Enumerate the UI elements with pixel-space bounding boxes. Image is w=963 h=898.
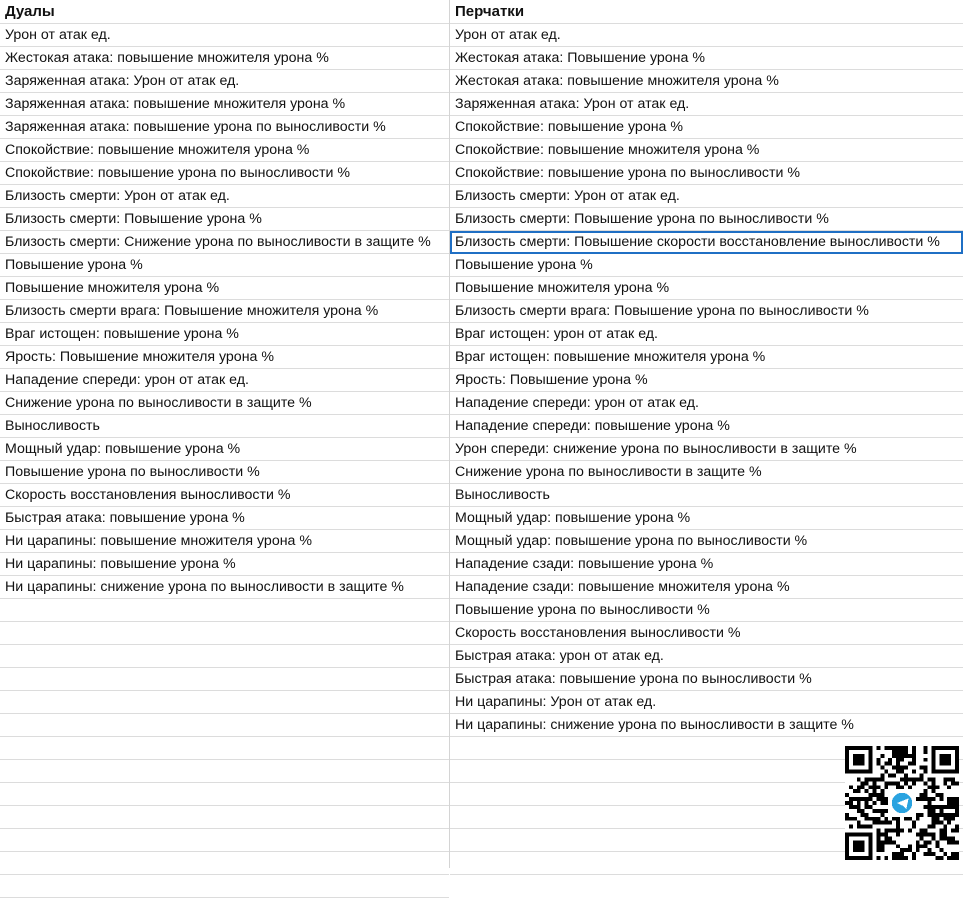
table-cell[interactable]: Жестокая атака: Повышение урона %: [450, 47, 963, 70]
table-cell[interactable]: Быстрая атака: повышение урона %: [0, 507, 449, 530]
table-cell[interactable]: Близость смерти: Снижение урона по выносливости в защите %: [0, 231, 449, 254]
table-cell[interactable]: [0, 622, 449, 645]
table-cell[interactable]: Ни царапины: снижение урона по выносливости в защите %: [450, 714, 963, 737]
table-cell[interactable]: Ни царапины: снижение урона по выносливости в защите %: [0, 576, 449, 599]
table-cell[interactable]: Нападение спереди: повышение урона %: [450, 415, 963, 438]
table-cell[interactable]: Спокойствие: повышение урона %: [450, 116, 963, 139]
table-cell[interactable]: [0, 852, 449, 875]
table-cell[interactable]: Заряженная атака: Урон от атак ед.: [0, 70, 449, 93]
column-duals: [0, 0, 450, 868]
table-cell[interactable]: Враг истощен: повышение урона %: [0, 323, 449, 346]
table-cell[interactable]: Выносливость: [0, 415, 449, 438]
table-cell[interactable]: Нападение сзади: повышение множителя урона %: [450, 576, 963, 599]
table-cell[interactable]: [0, 760, 449, 783]
table-cell[interactable]: Враг истощен: урон от атак ед.: [450, 323, 963, 346]
table-cell[interactable]: Спокойствие: повышение урона по выносливости %: [0, 162, 449, 185]
table-cell[interactable]: Близость смерти: Повышение урона по выносливости %: [450, 208, 963, 231]
table-cell[interactable]: Ярость: Повышение урона %: [450, 369, 963, 392]
table-cell[interactable]: Ни царапины: повышение урона %: [0, 553, 449, 576]
table-cell[interactable]: [0, 875, 449, 898]
table-cell[interactable]: Нападение спереди: урон от атак ед.: [0, 369, 449, 392]
table-cell[interactable]: Близость смерти: Урон от атак ед.: [450, 185, 963, 208]
table-cell[interactable]: Нападение сзади: повышение урона %: [450, 553, 963, 576]
table-cell[interactable]: Повышение урона по выносливости %: [450, 599, 963, 622]
table-cell[interactable]: Ни царапины: повышение множителя урона %: [0, 530, 449, 553]
table-cell[interactable]: Снижение урона по выносливости в защите %: [450, 461, 963, 484]
table-cell[interactable]: Жестокая атака: повышение множителя урона %: [450, 70, 963, 93]
table-cell[interactable]: Выносливость: [450, 484, 963, 507]
table-cell[interactable]: [0, 714, 449, 737]
table-cell[interactable]: Повышение множителя урона %: [0, 277, 449, 300]
table-cell[interactable]: Урон спереди: снижение урона по выносливости в защите %: [450, 438, 963, 461]
table-cell[interactable]: Урон от атак ед.: [0, 24, 449, 47]
column-gloves: [450, 0, 963, 868]
table-cell[interactable]: [0, 806, 449, 829]
telegram-qr-code-icon: [845, 746, 959, 860]
column-header-gloves[interactable]: Перчатки: [450, 0, 963, 24]
table-cell[interactable]: Заряженная атака: повышение урона по выносливости %: [0, 116, 449, 139]
table-cell[interactable]: Близость смерти: Повышение скорости восстановление выносливости %: [450, 231, 963, 254]
table-cell[interactable]: [0, 737, 449, 760]
table-cell[interactable]: Урон от атак ед.: [450, 24, 963, 47]
table-cell[interactable]: Скорость восстановления выносливости %: [0, 484, 449, 507]
table-cell[interactable]: [0, 829, 449, 852]
table-cell[interactable]: Повышение урона по выносливости %: [0, 461, 449, 484]
table-cell[interactable]: Повышение множителя урона %: [450, 277, 963, 300]
table-cell[interactable]: Близость смерти: Урон от атак ед.: [0, 185, 449, 208]
table-cell[interactable]: Заряженная атака: повышение множителя урона %: [0, 93, 449, 116]
table-cell[interactable]: Спокойствие: повышение множителя урона %: [0, 139, 449, 162]
table-cell[interactable]: Спокойствие: повышение урона по выносливости %: [450, 162, 963, 185]
table-cell[interactable]: Нападение спереди: урон от атак ед.: [450, 392, 963, 415]
table-cell[interactable]: Снижение урона по выносливости в защите %: [0, 392, 449, 415]
duals-rows: [0, 24, 449, 898]
table-cell[interactable]: Повышение урона %: [0, 254, 449, 277]
column-header-duals[interactable]: Дуалы: [0, 0, 449, 24]
table-cell[interactable]: [0, 783, 449, 806]
table-cell[interactable]: Близость смерти: Повышение урона %: [0, 208, 449, 231]
table-cell[interactable]: Жестокая атака: повышение множителя урона %: [0, 47, 449, 70]
table-cell[interactable]: Повышение урона %: [450, 254, 963, 277]
table-cell[interactable]: Близость смерти врага: Повышение урона по выносливости %: [450, 300, 963, 323]
table-cell[interactable]: Мощный удар: повышение урона %: [0, 438, 449, 461]
table-cell[interactable]: [0, 645, 449, 668]
table-cell[interactable]: Враг истощен: повышение множителя урона %: [450, 346, 963, 369]
table-cell[interactable]: Заряженная атака: Урон от атак ед.: [450, 93, 963, 116]
table-cell[interactable]: [0, 691, 449, 714]
table-cell[interactable]: Мощный удар: повышение урона %: [450, 507, 963, 530]
table-cell[interactable]: Ярость: Повышение множителя урона %: [0, 346, 449, 369]
table-cell[interactable]: [0, 668, 449, 691]
table-cell[interactable]: Быстрая атака: повышение урона по выносливости %: [450, 668, 963, 691]
table-cell[interactable]: Спокойствие: повышение множителя урона %: [450, 139, 963, 162]
table-cell[interactable]: [0, 599, 449, 622]
table-cell[interactable]: Ни царапины: Урон от атак ед.: [450, 691, 963, 714]
table-cell[interactable]: Быстрая атака: урон от атак ед.: [450, 645, 963, 668]
table-cell[interactable]: Близость смерти врага: Повышение множителя урона %: [0, 300, 449, 323]
table-cell[interactable]: Скорость восстановления выносливости %: [450, 622, 963, 645]
table-cell[interactable]: Мощный удар: повышение урона по выносливости %: [450, 530, 963, 553]
